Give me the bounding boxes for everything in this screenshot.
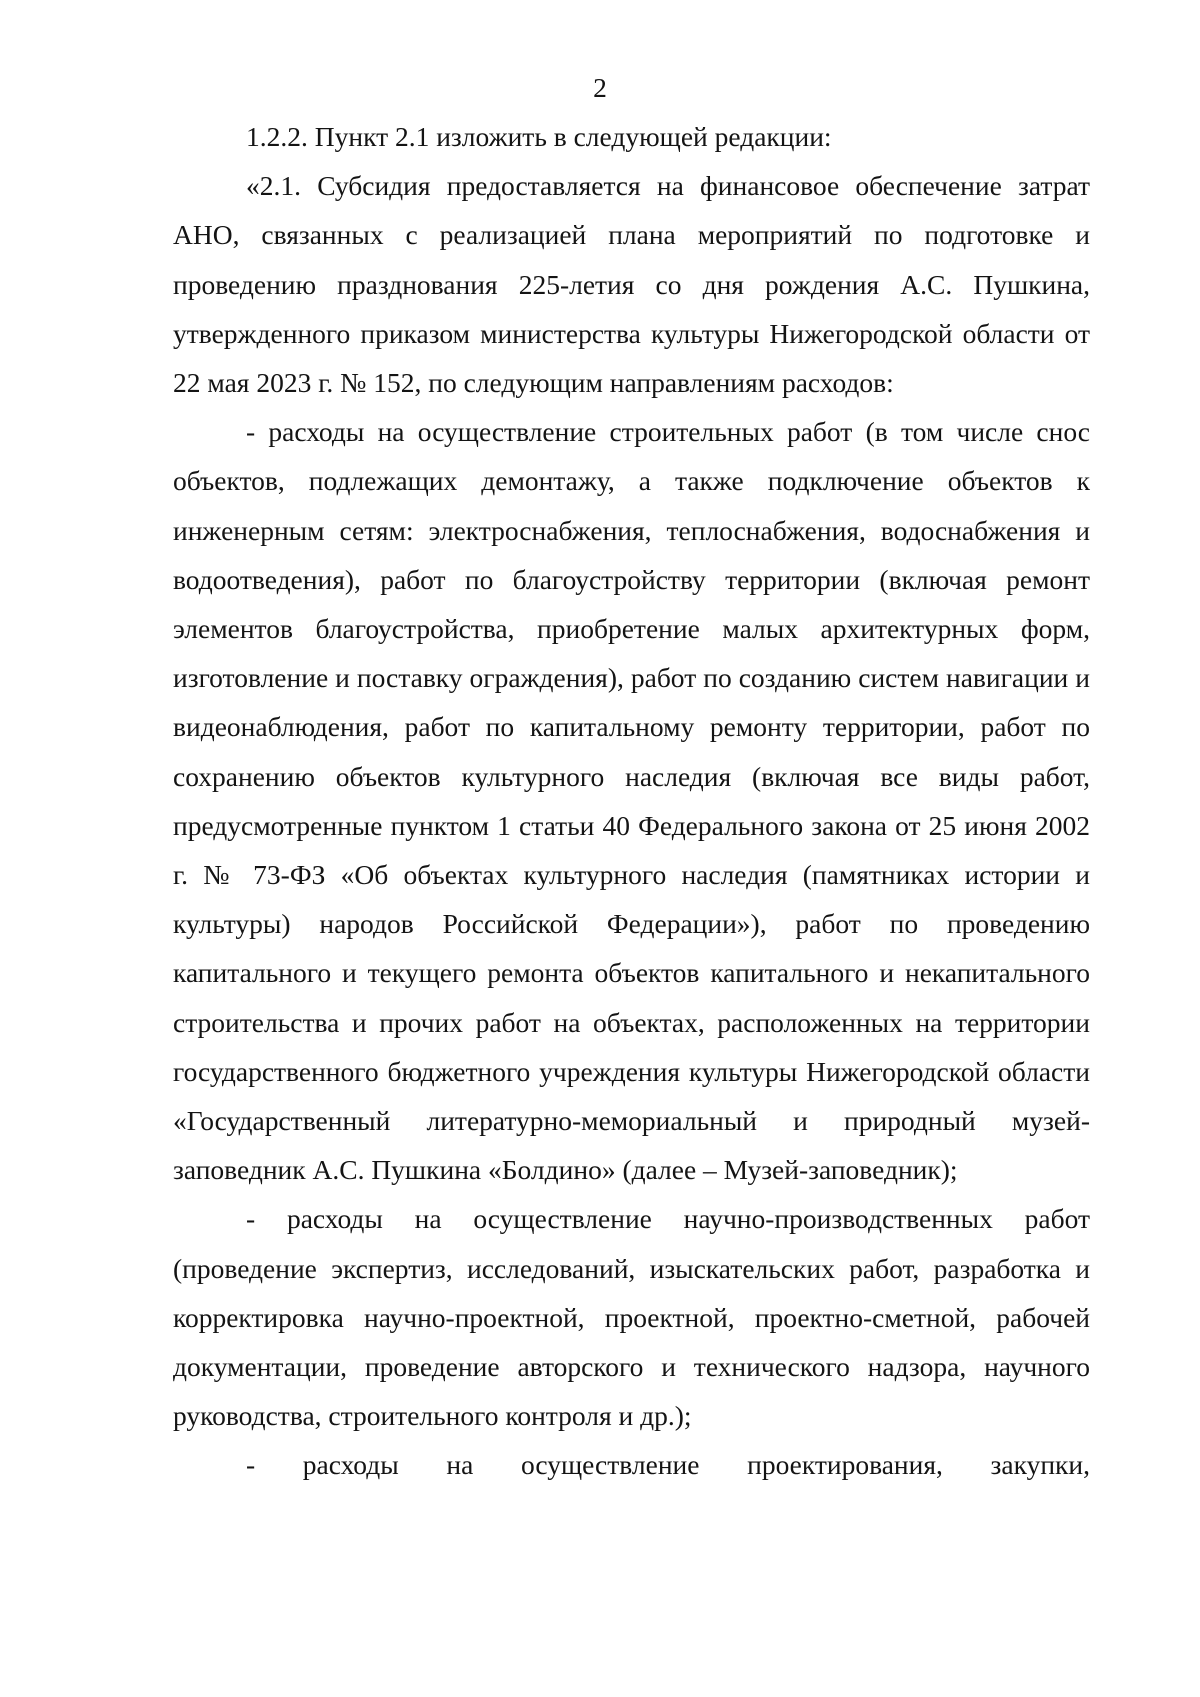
paragraph-expense-research: - расходы на осуществление научно-производственных работ (проведение экспертиз, исследований, изыскательских работ, разработка и корректировка научно-проектной, проектной, проектно-сметной, рабочей документации, проведение авторского и технического надзора, научного руководства, строительного контроля и др.); [173,1203,1090,1432]
paragraph-item-1-2-2: 1.2.2. Пункт 2.1 изложить в следующей редакции: [246,121,832,152]
paragraph-subsidy-2-1: «2.1. Субсидия предоставляется на финансовое обеспечение затрат АНО, связанных с реализацией плана мероприятий по подготовке и проведению празднования 225-летия со дня рождения А.С. Пушкина, утвержденного приказом министерства культуры Нижегородской области от 22 мая 2023 г. № 152, по следующим направлениям расходов: [173,170,1090,399]
paragraph-expense-design: - расходы на осуществление проектирования, закупки, [246,1449,1090,1481]
page-number: 2 [593,72,607,103]
paragraph-expense-construction: - расходы на осуществление строительных работ (в том числе снос объектов, подлежащих демонтажу, а также подключение объектов к инженерным сетям: электроснабжения, теплоснабжения, водоснабжения и водоотведения), работ по благоустройству территории (включая ремонт элементов благоустройства, приобретение малых архитектурных форм, изготовление и поставку ограждения), работ по созданию систем навигации и видеонаблюдения, работ по капитальному ремонту территории, работ по сохранению объектов культурного наследия (включая все виды работ, предусмотренные пунктом 1 статьи 40 Федерального закона от 25 июня 2002 г. № 73-ФЗ «Об объектах культурного наследия (памятниках истории и культуры) народов Российской Федерации»), работ по проведению капитального и текущего ремонта объектов капитального и некапитального строительства и прочих работ на объектах, расположенных на территории государственного бюджетного учреждения культуры Нижегородской области «Государственный литературно-мемориальный и природный музей-заповедник А.С. Пушкина «Болдино» (далее – Музей-заповедник); [173,416,1090,1186]
document-body [173,112,1090,1490]
